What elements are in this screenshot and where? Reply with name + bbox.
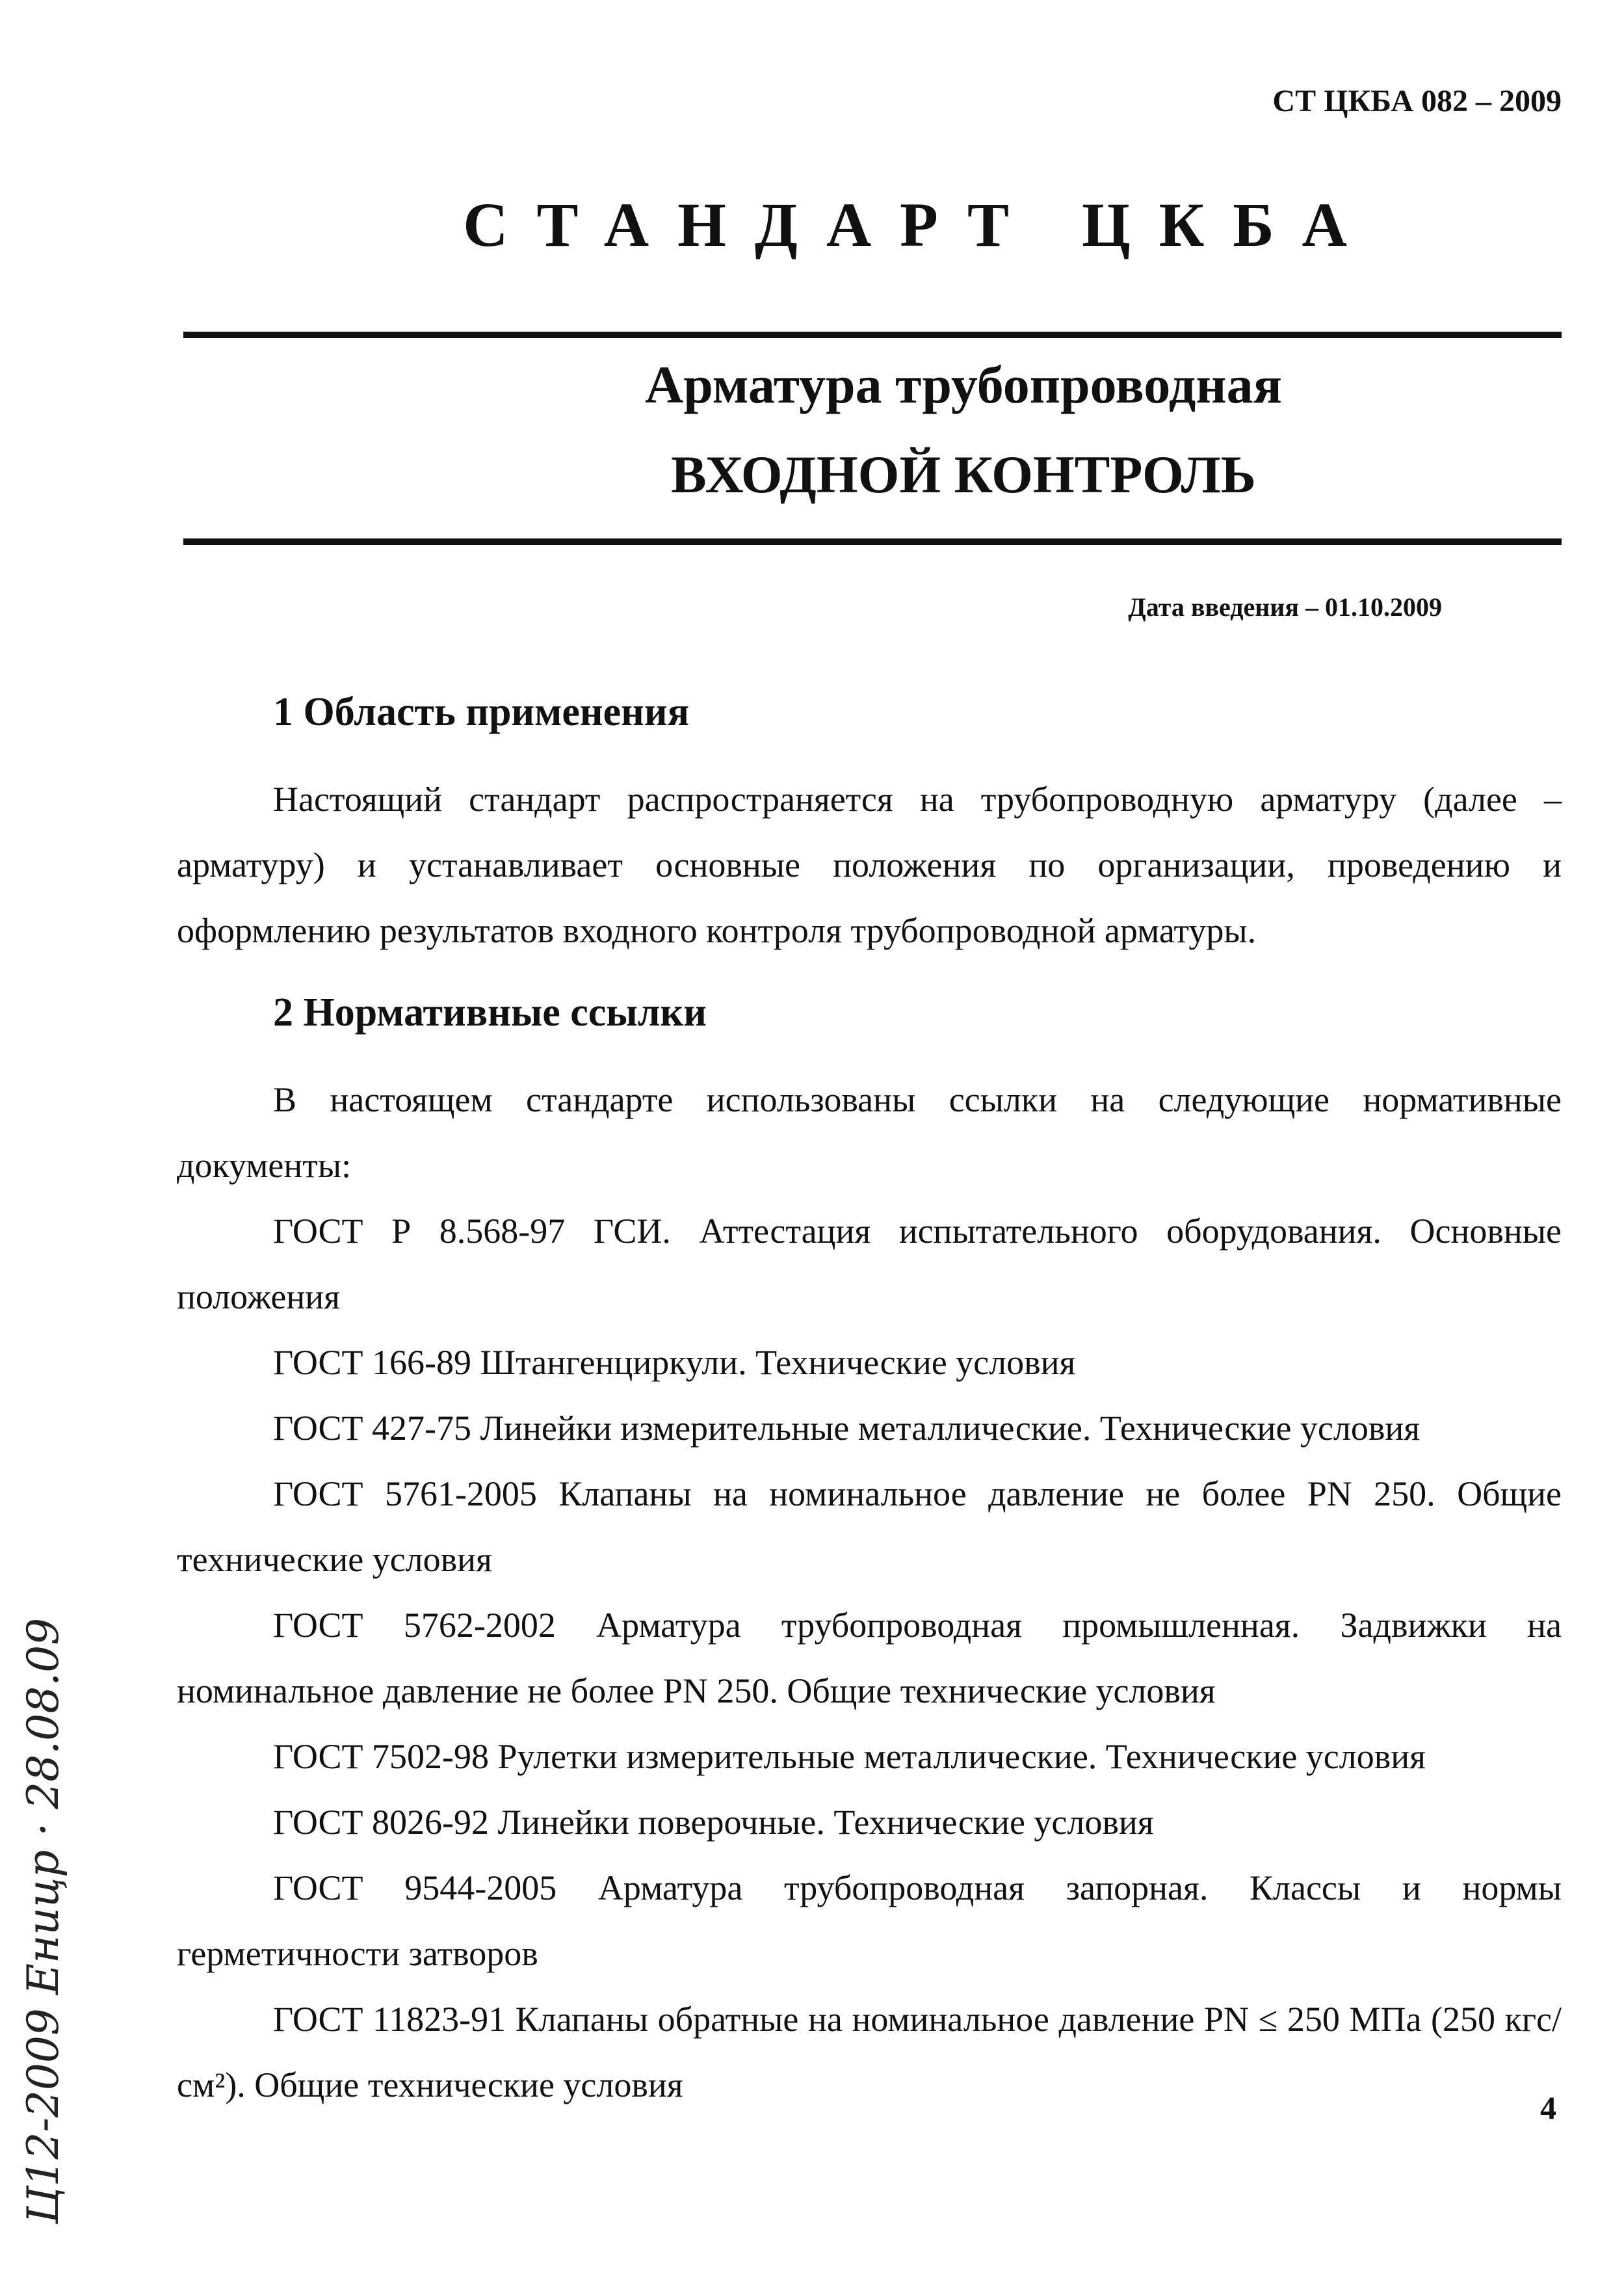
reference-item: ГОСТ 7502-98 Рулетки измерительные металлические. Технические условия xyxy=(273,1737,1426,1776)
reference-list xyxy=(177,1199,1562,2118)
reference-item: ГОСТ 427-75 Линейки измерительные металлические. Технические условия xyxy=(273,1409,1421,1448)
reference-item: ГОСТ 5762-2002 Арматура трубопроводная промышленная. Задвижки на номинальное давление не более PN 250. Общие технические условия xyxy=(177,1606,1562,1710)
section-2-heading: 2 Нормативные ссылки xyxy=(273,990,707,1035)
title-rule-top xyxy=(183,332,1562,338)
section-1-paragraph: Настоящий стандарт распространяется на трубопроводную арматуру (далее – арматуру) и устанавливает основные положения по организации, проведению и оформлению результатов входного контроля трубопроводной арматуры. xyxy=(177,780,1562,950)
section-2-intro: В настоящем стандарте использованы ссылки на следующие нормативные документы: xyxy=(177,1080,1562,1185)
reference-item: ГОСТ 11823-91 Клапаны обратные на номинальное давление PN ≤ 250 МПа (250 кгс/см²). Общие технические условия xyxy=(177,2000,1562,2104)
reference-item: ГОСТ 5761-2005 Клапаны на номинальное давление не более PN 250. Общие технические условия xyxy=(177,1474,1562,1579)
document-title-line2: ВХОДНОЙ КОНТРОЛЬ xyxy=(671,445,1256,504)
document-body xyxy=(177,689,1562,2118)
reference-item: ГОСТ 9544-2005 Арматура трубопроводная запорная. Классы и нормы герметичности затворов xyxy=(177,1868,1562,1973)
introduction-date: Дата введения – 01.10.2009 xyxy=(1128,592,1442,622)
reference-item: ГОСТ Р 8.568-97 ГСИ. Аттестация испытательного оборудования. Основные положения xyxy=(177,1212,1562,1316)
reference-item: ГОСТ 166-89 Штангенциркули. Технические условия xyxy=(273,1343,1076,1382)
document-title-line1: Арматура трубопроводная xyxy=(645,355,1282,414)
document-code: СТ ЦКБА 082 – 2009 xyxy=(1272,84,1562,118)
page-number: 4 xyxy=(1540,2089,1556,2126)
handwritten-margin-note: Ц12-2009 Еницр · 28.08.09 xyxy=(18,1617,68,2224)
standard-title: СТАНДАРТ ЦКБА xyxy=(463,190,1376,259)
section-1-heading: 1 Область применения xyxy=(273,690,690,734)
reference-item: ГОСТ 8026-92 Линейки поверочные. Технические условия xyxy=(273,1803,1154,1842)
title-rule-bottom xyxy=(183,538,1562,545)
